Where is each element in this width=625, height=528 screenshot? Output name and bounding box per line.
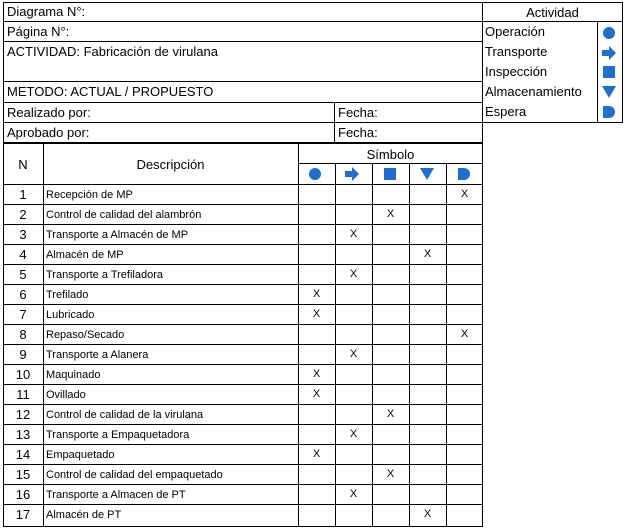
header-circle-icon: [307, 166, 323, 182]
d-shape-icon: [601, 104, 617, 120]
row-line-13: [3, 444, 483, 445]
row-number: 10: [15, 367, 31, 382]
row-description: Ovillado: [46, 389, 86, 401]
col-line-sym-1: [372, 163, 373, 527]
row-line-5: [3, 284, 483, 285]
row-description: Almacén de PT: [46, 509, 122, 521]
row-description: Control de calidad del empaquetado: [46, 469, 223, 481]
row-description: Recepción de MP: [46, 189, 133, 201]
row-line-4: [3, 264, 483, 265]
row-description: Empaquetado: [46, 449, 115, 461]
header-divider-2: [3, 41, 483, 42]
col-simbolo-header: Símbolo: [366, 147, 415, 162]
row-number: 13: [15, 427, 31, 442]
header-divider-3: [3, 81, 483, 82]
row-line-6: [3, 304, 483, 305]
legend-item-operacion: Operación: [485, 24, 545, 39]
legend-vert-divider: [597, 21, 598, 122]
row-number: 12: [15, 407, 31, 422]
pagina-label: Página N°:: [7, 24, 70, 39]
legend-item-inspeccion: Inspección: [485, 64, 548, 79]
row-line-11: [3, 404, 483, 405]
row-mark: X: [312, 288, 321, 300]
realizado-label: Realizado por:: [7, 105, 91, 120]
row-mark: X: [312, 308, 321, 320]
row-mark: X: [349, 488, 358, 500]
col-line-desc: [298, 143, 299, 527]
row-description: Control de calidad del alambrón: [46, 209, 202, 221]
simbolo-divider: [298, 163, 483, 164]
row-description: Transporte a Trefiladora: [46, 269, 163, 281]
row-line-15: [3, 484, 483, 485]
col-line-sym-3: [446, 163, 447, 527]
row-mark: X: [312, 388, 321, 400]
diagrama-label: Diagrama N°:: [7, 4, 86, 19]
row-number: 1: [19, 187, 27, 202]
row-mark: X: [423, 248, 432, 260]
arrow-right-icon: [601, 45, 617, 61]
row-number: 4: [19, 247, 27, 262]
header-triangle-down-icon: [419, 166, 435, 182]
row-number: 2: [19, 207, 27, 222]
row-mark: X: [349, 268, 358, 280]
row-mark: X: [423, 508, 432, 520]
square-icon: [601, 64, 617, 80]
legend-item-transporte: Transporte: [485, 44, 548, 59]
col-line-sym-2: [409, 163, 410, 527]
row-description: Transporte a Almacen de PT: [46, 489, 186, 501]
row-mark: X: [312, 368, 321, 380]
legend-item-almacenamiento: Almacenamiento: [485, 84, 582, 99]
triangle-down-icon: [601, 84, 617, 100]
row-line-10: [3, 384, 483, 385]
row-number: 14: [15, 447, 31, 462]
row-line-8: [3, 344, 483, 345]
col-n-header: N: [18, 157, 28, 172]
row-line-9: [3, 364, 483, 365]
legend-title-divider: [482, 21, 623, 22]
header-d-shape-icon: [456, 166, 472, 182]
header-square-icon: [382, 166, 398, 182]
row-line-7: [3, 324, 483, 325]
row-number: 5: [19, 267, 27, 282]
header-divider-5: [3, 122, 483, 123]
actividad-label: ACTIVIDAD: Fabricación de virulana: [7, 44, 218, 59]
row-mark: X: [386, 408, 395, 420]
row-description: Maquinado: [46, 369, 101, 381]
row-mark: X: [386, 208, 395, 220]
row-description: Trefilado: [46, 289, 89, 301]
row-line-14: [3, 464, 483, 465]
row-description: Control de calidad de la virulana: [46, 409, 204, 421]
row-mark: X: [460, 188, 469, 200]
row-mark: X: [349, 228, 358, 240]
row-description: Almacén de MP: [46, 249, 124, 261]
row-number: 3: [19, 227, 27, 242]
row-description: Lubricado: [46, 309, 95, 321]
row-number: 11: [16, 387, 30, 402]
header-arrow-right-icon: [344, 166, 360, 182]
row-number: 6: [19, 287, 27, 302]
row-mark: X: [460, 328, 469, 340]
row-number: 9: [19, 347, 27, 362]
header-divider-4: [3, 102, 483, 103]
col-line-n: [43, 143, 44, 527]
row-description: Transporte a Alanera: [46, 349, 149, 361]
row-description: Repaso/Secado: [46, 329, 125, 341]
row-line-16: [3, 504, 483, 505]
row-mark: X: [349, 348, 358, 360]
row-number: 8: [19, 327, 27, 342]
header-vert-divider: [334, 102, 335, 143]
table-header-bottom: [3, 184, 483, 185]
row-number: 15: [15, 467, 31, 482]
row-number: 17: [15, 507, 31, 522]
row-line-1: [3, 204, 483, 205]
metodo-label: METODO: ACTUAL / PROPUESTO: [7, 84, 214, 99]
col-line-sym-0: [335, 163, 336, 527]
fecha-label-2: Fecha:: [338, 125, 378, 140]
row-mark: X: [386, 468, 395, 480]
header-divider-1: [3, 21, 483, 22]
legend-title: Actividad: [526, 5, 579, 20]
row-line-12: [3, 424, 483, 425]
row-mark: X: [312, 448, 321, 460]
row-description: Transporte a Empaquetadora: [46, 429, 190, 441]
legend-item-espera: Espera: [485, 104, 527, 119]
row-number: 7: [19, 307, 27, 322]
row-line-2: [3, 224, 483, 225]
col-descripcion-header: Descripción: [136, 157, 205, 172]
row-line-3: [3, 244, 483, 245]
row-description: Transporte a Almacén de MP: [46, 229, 189, 241]
aprobado-label: Aprobado por:: [7, 125, 90, 140]
row-mark: X: [349, 428, 358, 440]
circle-icon: [601, 25, 617, 41]
fecha-label-1: Fecha:: [338, 105, 378, 120]
row-number: 16: [15, 487, 31, 502]
